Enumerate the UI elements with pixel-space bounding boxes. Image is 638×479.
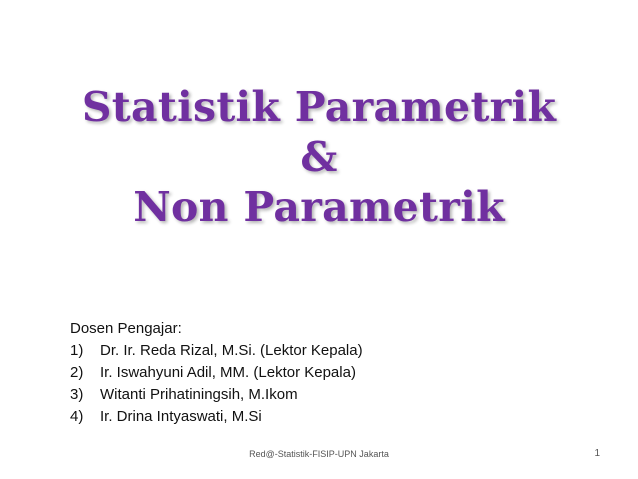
lecturer-item — [70, 406, 490, 428]
lecturer-item — [70, 340, 490, 362]
lecturer-number: 4) — [70, 408, 84, 425]
title-line-1: Statistik Parametrik — [81, 83, 557, 131]
lecturer-name: Dr. Ir. Reda Rizal, M.Si. (Lektor Kepala) — [100, 342, 363, 359]
lecturer-list — [70, 340, 490, 428]
title-line-2: & — [300, 133, 338, 181]
lecturer-name: Ir. Iswahyuni Adil, MM. (Lektor Kepala) — [100, 364, 356, 381]
lecturer-item — [70, 384, 490, 406]
lecturer-block — [70, 318, 490, 428]
lecturer-number: 3) — [70, 386, 84, 403]
slide-footer — [0, 447, 638, 463]
page-number: 1 — [594, 448, 600, 459]
lecturer-item — [70, 362, 490, 384]
lecturer-name: Ir. Drina Intyaswati, M.Si — [100, 408, 262, 425]
lecturer-number: 1) — [70, 342, 84, 359]
lecturer-heading: Dosen Pengajar: — [70, 320, 182, 337]
title-line-3: Non Parametrik — [133, 183, 505, 231]
lecturer-name: Witanti Prihatiningsih, M.Ikom — [100, 386, 298, 403]
lecturer-number: 2) — [70, 364, 84, 381]
slide-title — [40, 82, 598, 232]
footer-text: Red@-Statistik-FISIP-UPN Jakarta — [249, 449, 389, 459]
